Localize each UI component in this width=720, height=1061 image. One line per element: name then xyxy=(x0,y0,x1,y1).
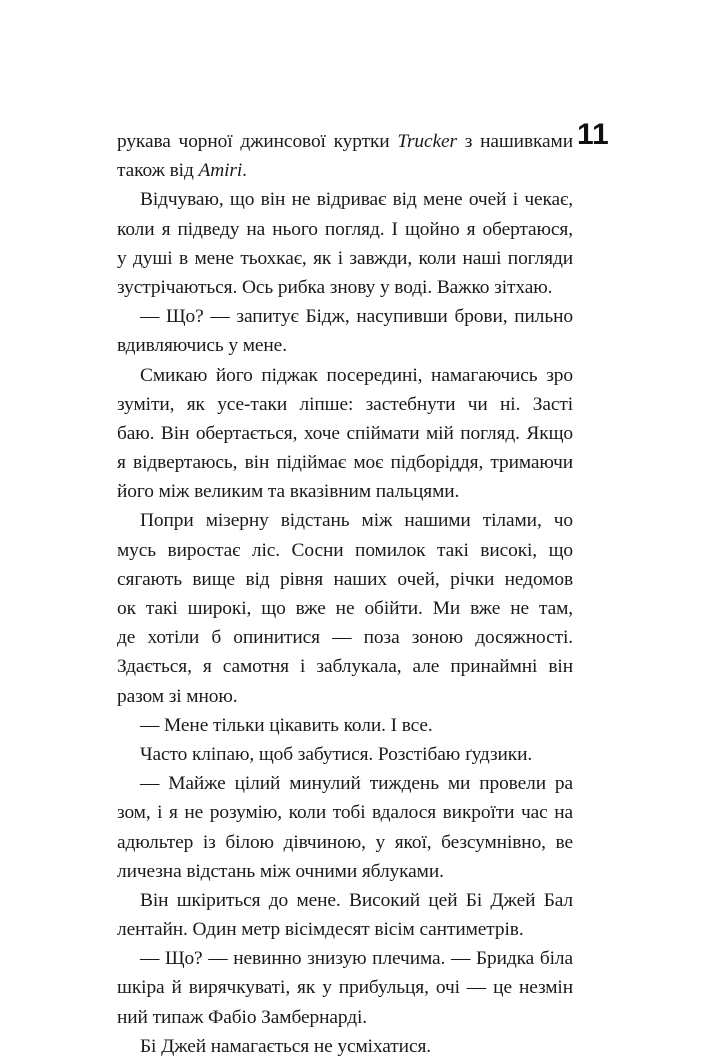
text-line xyxy=(117,798,573,827)
text-line xyxy=(117,1003,573,1032)
line-text: Відчуваю, що він не відриває від мене очей і чекає, xyxy=(140,189,573,211)
text-line xyxy=(117,390,573,419)
line-text: Здається, я самотня і заблукала, але принаймні він xyxy=(117,656,573,678)
text-line xyxy=(117,915,573,944)
text-line xyxy=(117,711,573,740)
line-text: його між великим та вказівним пальцями. xyxy=(117,481,460,503)
text-line xyxy=(117,652,573,681)
text-line xyxy=(117,565,573,594)
line-text-rest: . xyxy=(242,160,247,182)
text-line xyxy=(117,594,573,623)
line-text: — Майже цілий минулий тиждень ми провели ра xyxy=(140,773,573,795)
line-text: разом зі мною. xyxy=(117,685,238,707)
text-line xyxy=(117,623,573,652)
text-line xyxy=(117,302,573,331)
line-text: також від xyxy=(117,160,199,182)
line-text: Бі Джей намагається не усміхатися. xyxy=(140,1035,432,1057)
text-line xyxy=(117,682,573,711)
text-line xyxy=(117,156,573,185)
text-line xyxy=(117,857,573,886)
text-line xyxy=(117,944,573,973)
line-text: я відвертаюсь, він підіймає моє підборіддя, тримаючи xyxy=(117,452,573,474)
line-text: Смикаю його піджак посередині, намагаючись зро xyxy=(140,364,573,386)
italic-brand: Amiri xyxy=(198,160,243,182)
line-text: рукава чорної джинсової куртки xyxy=(117,131,398,152)
line-text: — Мене тільки цікавить коли. І все. xyxy=(140,714,433,736)
text-line xyxy=(117,769,573,798)
text-line xyxy=(117,361,573,390)
line-text: зом, і я не розумію, коли тобі вдалося викроїти час на xyxy=(117,802,573,824)
text-line xyxy=(117,973,573,1002)
line-text: мусь виростає ліс. Сосни помилок такі високі, що xyxy=(117,539,573,561)
line-text: баю. Він обертається, хоче спіймати мій погляд. Якщо xyxy=(117,422,573,444)
text-line xyxy=(117,828,573,857)
italic-brand: Trucker xyxy=(397,131,457,152)
text-line xyxy=(117,886,573,915)
line-text-rest: з нашивками xyxy=(456,131,573,152)
text-line xyxy=(117,127,573,156)
text-line xyxy=(117,506,573,535)
line-text: коли я підведу на нього погляд. І щойно я обертаюся, xyxy=(117,218,573,240)
line-text: ок такі широкі, що вже не обійти. Ми вже не там, xyxy=(117,598,573,619)
text-line xyxy=(117,740,573,769)
text-line xyxy=(117,215,573,244)
line-text: сягають вище від рівня наших очей, річки недомов xyxy=(117,568,573,590)
line-text: у душі в мене тьохкає, як і завжди, коли наші погляди xyxy=(117,247,573,269)
line-text: вдивляючись у мене. xyxy=(117,335,287,357)
text-line xyxy=(117,536,573,565)
line-text: Він шкіриться до мене. Високий цей Бі Джей Бал xyxy=(140,889,573,911)
text-line xyxy=(117,448,573,477)
text-line xyxy=(117,1032,573,1061)
line-text: зустрічаються. Ось рибка знову у воді. Важко зітхаю. xyxy=(117,276,553,298)
line-text: лентайн. Один метр вісімдесят вісім сантиметрів. xyxy=(117,919,524,941)
text-line xyxy=(117,273,573,302)
line-text: зуміти, як усе-таки ліпше: застебнути чи ні. Засті xyxy=(117,393,573,415)
text-line xyxy=(117,185,573,214)
line-text: Попри мізерну відстань між нашими тілами, чо xyxy=(140,510,573,532)
line-text: — Що? — запитує Бідж, насупивши брови, пильно xyxy=(140,306,573,328)
line-text: шкіра й вирячкуваті, як у прибульця, очі — це незмін xyxy=(117,977,573,999)
line-text: ний типаж Фабіо Замбернарді. xyxy=(117,1006,368,1028)
text-line xyxy=(117,331,573,360)
line-text: Часто кліпаю, щоб забутися. Розстібаю ґудзики. xyxy=(140,743,533,765)
line-text: адюльтер із білою дівчиною, у якої, безсумнівно, ве xyxy=(117,831,573,853)
body-text xyxy=(117,127,573,1061)
text-line xyxy=(117,244,573,273)
line-text: личезна відстань між очними яблуками. xyxy=(117,860,444,882)
line-text: — Що? — невинно знизую плечима. — Бридка біла xyxy=(140,948,573,970)
page-number: 11 xyxy=(577,118,609,151)
text-line xyxy=(117,477,573,506)
line-text: де хотіли б опинитися — поза зоною досяжності. xyxy=(117,627,573,649)
text-line xyxy=(117,419,573,448)
